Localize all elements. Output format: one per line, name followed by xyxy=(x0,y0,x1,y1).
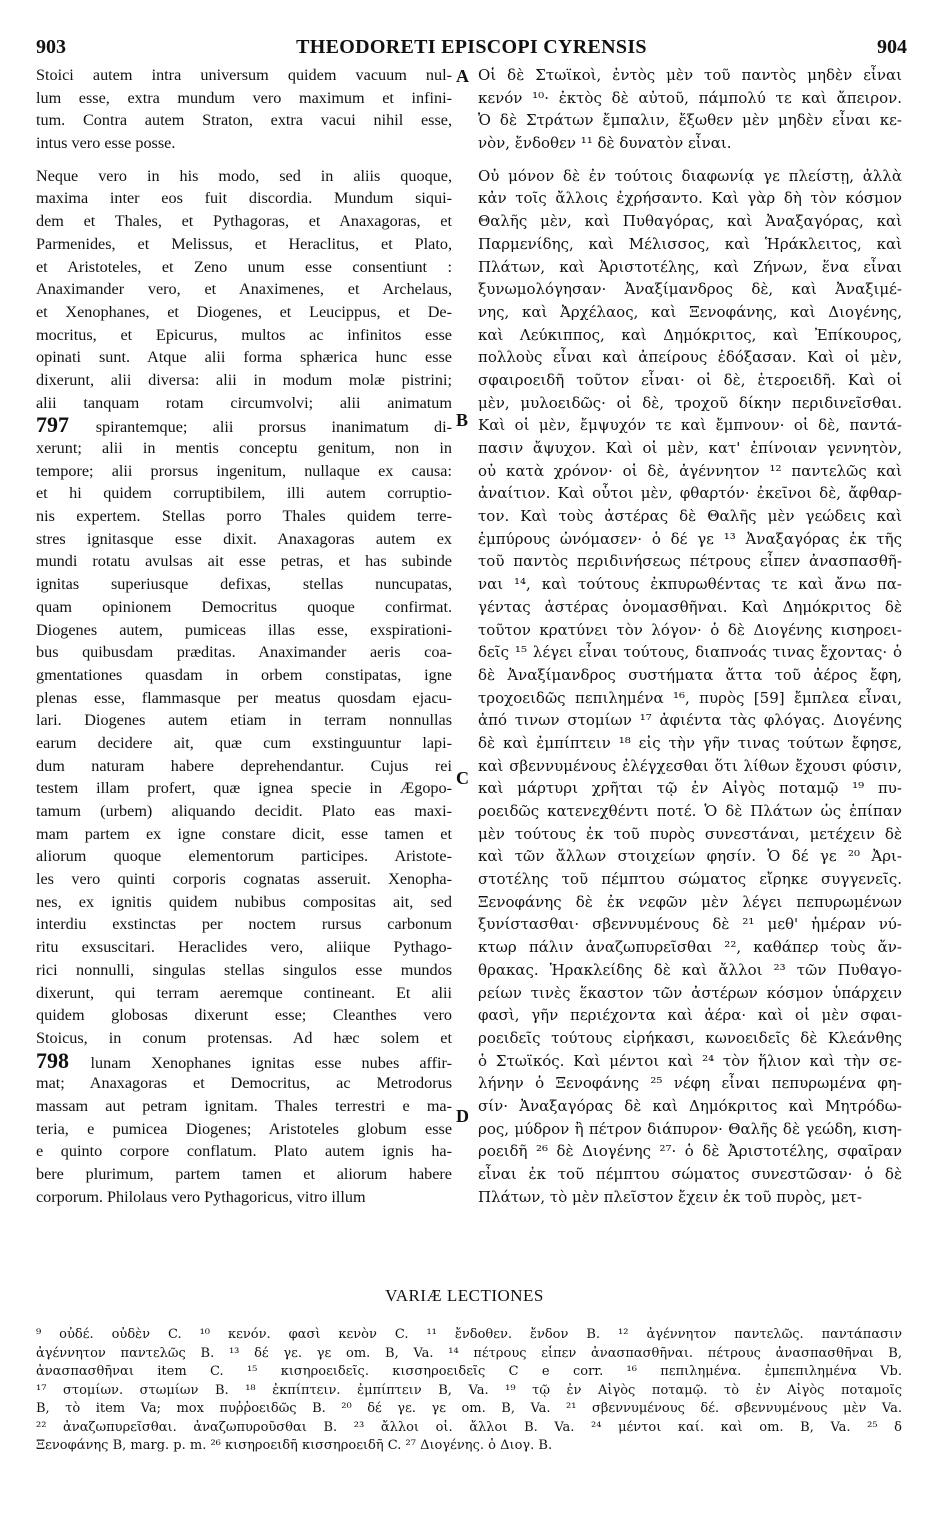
text-line: alii tanquam rotam circumvolvi; alii animatum xyxy=(36,393,452,412)
text-line: Ὁ δὲ Στράτων ἔμπαλιν, ἔξωθεν μὲν μηδὲν εἶναι κε- xyxy=(478,111,902,130)
text-line: Παρμενίδης, καὶ Μέλισσος, καὶ Ἡράκλειτος, καὶ xyxy=(478,234,902,253)
line-text: lunam Xenophanes ignitas esse nubes affir- xyxy=(90,1053,452,1072)
running-header xyxy=(36,36,907,66)
text-line: mocritus, et Epicurus, multos ac infinitos esse xyxy=(36,325,452,344)
text-line: Πλάτων, τὸ μὲν πλεῖστον ἔχειν ἐκ τοῦ πυρὸς, μετ- xyxy=(478,1187,862,1206)
text-line: θρακας. Ἡρακλείδης δὲ καὶ ἄλλοι ²³ τῶν Πυθαγο- xyxy=(478,960,902,979)
text-line: κτωρ πάλιν ἀναζωπυρεῖσθαι ²², καθάπερ τοὺς ἄν- xyxy=(478,938,902,957)
latin-column xyxy=(36,64,452,1208)
text-line: intus vero esse posse. xyxy=(36,134,176,153)
paragraph-break xyxy=(478,155,902,165)
text-line: Θαλῆς μὲν, καὶ Πυθαγόρας, καὶ Ἀναξαγόρας, καὶ xyxy=(478,212,902,231)
text-line: bus quibusdam præditas. Anaximander aeris coa- xyxy=(36,643,452,662)
text-line: καὶ σβεννυμένους ἐλέγχεσθαι ὅτι λίθων ἔχουσι φύσιν, xyxy=(478,756,902,775)
text-line: quam opinionem Democritus quoque confirmat. xyxy=(36,597,452,616)
text-line: εἶναι ἐκ τοῦ πέμπτου σώματος συνεστῶσαν· ὁ δὲ xyxy=(478,1165,902,1183)
text-line: tum. Contra autem Straton, extra vacui nihil esse, xyxy=(36,111,452,130)
text-line: mundi rotatu avulsas ait esse petras, et has subinde xyxy=(36,552,452,571)
text-line: δεῖς ¹⁵ λέγει εἶναι τούτους, διαπνοάς τινας ἔχοντας· ὁ xyxy=(478,643,902,662)
text-line: ignitas superiusque defixas, stellas nuncupatas, xyxy=(36,575,452,594)
text-line: teria, e pumicea Diogenes; Aristoteles globum esse xyxy=(36,1119,452,1138)
text-line: xerunt; alii in mentis conceptu genitum, non in xyxy=(36,439,452,457)
variant-reading-line: ⁹ οὐδέ. οὐδὲν C. ¹⁰ κενόν. φασὶ κενὸν C. ¹¹ ἔνδοθεν. ἔνδον B. ¹² ἀγέννητον παντελῶς. παντάπασιν xyxy=(36,1327,902,1342)
section-marker-c: C xyxy=(456,768,469,788)
section-marker-b: B xyxy=(456,410,469,430)
right-column-number: 904 xyxy=(877,36,907,58)
text-line: Πλάτων, καὶ Ἀριστοτέλης, καὶ Ζήνων, ἕνα εἶναι xyxy=(478,257,902,276)
text-line: μὲν τούτους ἐκ τοῦ πυρὸς συνεστάναι, μετέχειν δὲ xyxy=(478,824,902,843)
text-line: earum decidere ait, quæ cum exstinguuntur lapi- xyxy=(36,733,452,752)
text-line xyxy=(36,1050,452,1073)
text-line: massam aut petram ignitam. Thales terrestri e ma- xyxy=(36,1096,452,1115)
text-line: ἀναίτιον. Καὶ οὗτοι μὲν, φθαρτόν· ἐκεῖνοι δὲ, ἄφθαρ- xyxy=(478,484,902,503)
text-line: tempore; alii prorsus ingenitum, nullaque ex causa: xyxy=(36,461,452,480)
text-line: δὲ καὶ ἐμπίπτειν ¹⁸ εἰς τὴν γῆν τινας τούτων ἔφησε, xyxy=(478,733,902,752)
text-line: ναι ¹⁴, καὶ τούτους ἐκπυρωθέντας τε καὶ ἄνω πα- xyxy=(478,575,902,594)
text-line: stres ignitasque esse dixit. Anaxagoras autem ex xyxy=(36,529,452,548)
text-line: κἀν τοῖς ἄλλοις ἐχρήσαντο. Καὶ γὰρ δὴ τὸν κόσμον xyxy=(478,189,902,208)
text-line: ρείων τινὲς ἕκαστον τῶν ἀστέρων κόσμον ὑπάρχειν xyxy=(478,983,902,1002)
text-line: Οὐ μόνον δὲ ἐν τούτοις διαφωνίᾳ γε πλείστῃ, ἀλλὰ xyxy=(478,166,902,185)
text-line: aliorum quoque elementorum participes. Aristote- xyxy=(36,847,452,866)
text-line: ξυνίστασθαι· σβεννυμένους δὲ ²¹ μεθ' ἡμέραν νύ- xyxy=(478,915,902,934)
text-line: ὁ Στωϊκός. Καὶ μέντοι καὶ ²⁴ τὸν ἥλιον καὶ τὴν σε- xyxy=(478,1051,902,1070)
text-line xyxy=(36,414,452,437)
text-line: gmentationes quasdam in orbem constipatas, igne xyxy=(36,665,452,684)
text-line: καὶ Λεύκιππος, καὶ Δημόκριτος, καὶ Ἐπίκουρος, xyxy=(478,325,902,344)
variant-reading-line: ²² ἀναζωπυρεῖσθαι. ἀναζωπυροῦσθαι B. ²³ ἄλλοι οἱ. ἄλλοι B. Va. ²⁴ μέντοι καί. καὶ om. B, Va. ²⁵ δ xyxy=(36,1419,902,1435)
text-line: Neque vero in his modo, sed in aliis quoque, xyxy=(36,166,452,185)
text-line: dixerunt, qui terram aeremque contineant. Et alii xyxy=(36,983,452,1002)
text-line: πολλοὺς εἶναι καὶ ἀπείρους ἐδόξασαν. Καὶ οἱ μὲν, xyxy=(478,348,902,367)
text-line: ritu exsuscitari. Heraclides vero, aliique Pythago- xyxy=(36,938,452,957)
text-line: τροχοειδῶς πεπιλημένα ¹⁶, πυρὸς [59] ἔμπλεα εἶναι, xyxy=(478,688,902,707)
text-line: τοῦτον κρατύνει τὸν λόγον· ὁ δὲ Διογένης κισηροει- xyxy=(478,620,902,639)
text-line: nis expertem. Stellas porro Thales quidem terre- xyxy=(36,507,452,526)
marginal-column-number: 797 xyxy=(36,414,96,437)
text-line: κενόν ¹⁰· ἐκτὸς δὲ αὐτοῦ, πάμπολύ τε καὶ ἄπειρον. xyxy=(478,88,902,107)
text-line: plenas esse, flammasque per meatus quosdam ejacu- xyxy=(36,688,452,707)
text-line: ρος, μύδρον ἢ πέτρον διάπυρον· Θαλῆς δὲ γεώδη, κιση- xyxy=(478,1119,902,1138)
text-line: et Aristoteles, et Zeno unum esse consentiunt : xyxy=(36,257,452,276)
text-line: dem et Thales, et Pythagoras, et Anaxagoras, et xyxy=(36,212,452,231)
text-line: στοτέλης τοῦ πέμπτου σώματος εἴρηκε συγγενεῖς. xyxy=(478,870,902,889)
text-line: dum naturam habere deprehendantur. Cujus rei xyxy=(36,756,452,775)
text-line: τοῦ παντὸς περιδινήσεως πέτρους εἶπεν ἀνασπασθῆ- xyxy=(478,552,902,571)
text-line: ροειδῆ ²⁶ δὲ Διογένης ²⁷· ὁ δὲ Ἀριστοτέλης, σφαῖραν xyxy=(478,1142,902,1161)
text-line: Stoici autem intra universum quidem vacuum nul- xyxy=(36,66,452,84)
variae-lectiones-title: VARIÆ LECTIONES xyxy=(385,1286,544,1305)
text-line: μὲν, μυλοειδῶς· οἱ δὲ, τροχοῦ δίκην περιδινεῖσθαι. xyxy=(478,393,902,412)
text-line: rici nonnulli, singulas stellas singulos esse mundos xyxy=(36,960,452,979)
text-line: ξυνωμολόγησαν· Ἀναξίμανδρος δὲ, καὶ Ἀναξιμέ- xyxy=(478,280,902,299)
text-line: σίν· Ἀναξαγόρας δὲ καὶ Δημόκριτος καὶ Μητρόδω- xyxy=(478,1096,902,1115)
text-line: Καὶ οἱ μὲν, ἔμψυχόν τε καὶ ἔμπνουν· οἱ δὲ, παντά- xyxy=(478,416,902,435)
paragraph-break xyxy=(36,155,452,165)
text-line: Anaximander vero, et Anaximenes, et Archelaus, xyxy=(36,280,452,299)
variant-reading-line: B, τὸ item Va; mox πυῤῥοειδῶς B. ²⁰ δέ γε. γε om. B, Va. ²¹ σβεννυμένους δέ. σβεννυμένους μὲν Va. xyxy=(36,1401,902,1416)
text-line: corporum. Philolaus vero Pythagoricus, vitro illum xyxy=(36,1187,366,1206)
text-line: e quinto corpore conflatum. Plato autem ignis ha- xyxy=(36,1142,452,1161)
text-line: τον. Καὶ τοὺς ἀστέρας δὲ Θαλῆς μὲν γεώδεις καὶ xyxy=(478,507,902,526)
text-line: Parmenides, et Melissus, et Heraclitus, et Plato, xyxy=(36,234,452,253)
section-marker-d: D xyxy=(456,1106,469,1126)
text-line: les vero quinti corporis cognatas asseruit. Xenopha- xyxy=(36,870,452,889)
greek-column xyxy=(478,64,902,1208)
text-line: σφαιροειδῆ τοῦτον εἶναι· οἱ δὲ, ἑτεροειδῆ. Καὶ οἱ xyxy=(478,370,902,389)
left-column-number: 903 xyxy=(36,36,66,58)
running-title: THEODORETI EPISCOPI CYRENSIS xyxy=(296,36,647,58)
variant-reading-line: Ξενοφάνης B, marg. p. m. ²⁶ κισηροειδῆ κισσηροειδῆ C. ²⁷ Διογένης. ὁ Διογ. B. xyxy=(36,1438,553,1453)
text-line: testem illam profert, quæ ignea specie in Ægopo- xyxy=(36,779,452,798)
text-line: φασὶ, γῆν περιέχοντα καὶ ἀέρα· καὶ οἱ μὲν σφαι- xyxy=(478,1006,902,1025)
marginal-column-number: 798 xyxy=(36,1049,91,1073)
text-line: Οἱ δὲ Στωϊκοὶ, ἐντὸς μὲν τοῦ παντὸς μηδὲν εἶναι xyxy=(478,66,902,84)
text-line: lum esse, extra mundum vero maximum et infini- xyxy=(36,88,452,107)
text-line: et hi quidem corruptibilem, illi autem corruptio- xyxy=(36,484,452,503)
text-line: καὶ τῶν ἄλλων στοιχείων φησίν. Ὁ δέ γε ²⁰ Ἀρι- xyxy=(478,847,902,866)
text-line: οὐ κατὰ χρόνον· οἱ δὲ, ἀγέννητον ¹² παντελῶς καὶ xyxy=(478,461,902,480)
text-line: et Xenophanes, et Diogenes, et Leucippus, et De- xyxy=(36,302,452,321)
text-line: δὲ Ἀναξίμανδρος συστήματα ἄττα τοῦ ἀέρος ἔφη, xyxy=(478,665,902,684)
text-line: tamum (urbem) aliquando decidit. Plato eas maxi- xyxy=(36,802,452,820)
text-line: mam partem ex igne constare dicit, esse tamen et xyxy=(36,824,452,843)
text-line: Stoicus, in conum protensas. Ad hæc solem et xyxy=(36,1028,452,1047)
text-line: mat; Anaxagoras et Democritus, ac Metrodorus xyxy=(36,1074,452,1093)
variant-reading-line: ἀγέννητον παντελῶς B. ¹³ δέ γε. γε om. B, Va. ¹⁴ πέτρους εἶπεν ἀνασπασθῆναι. πέτρους ἀνασπασθῆναι B, xyxy=(36,1345,902,1361)
text-line: maxima inter eos fuit discordia. Mundum siqui- xyxy=(36,189,452,208)
text-line: νὸν, ἔνδοθεν ¹¹ δὲ δυνατὸν εἶναι. xyxy=(478,134,732,153)
text-line: γέντας ἀστέρας ὀνομασθῆναι. Καὶ Δημόκριτος δὲ xyxy=(478,597,902,616)
text-line: interdiu exstinctas per noctem rursus carbonum xyxy=(36,915,452,934)
text-line: πασιν ἄψυχον. Καὶ οἱ μὲν, κατ' ἐπίνοιαν γεννητὸν, xyxy=(478,439,902,457)
text-line: Ξενοφάνης δὲ ἐκ νεφῶν μὲν λέγει πεπυρωμένων xyxy=(478,892,902,911)
text-line: λήνην ὁ Ξενοφάνης ²⁵ νέφη εἶναι πεπυρωμένα φη- xyxy=(478,1074,902,1093)
text-line: ροειδῶς κατενεχθέντι ποτέ. Ὁ δὲ Πλάτων ὡς ἐπίπαν xyxy=(478,802,902,820)
text-line: quidem globosas dixerunt esse; Cleanthes vero xyxy=(36,1006,452,1025)
variae-lectiones-notes xyxy=(36,1326,902,1456)
text-line: ροειδεῖς τούτους εἰρήκασι, κωνοειδεῖς δὲ Κλεάνθης xyxy=(478,1028,902,1047)
text-line: nes, ex ignitis quidem nubibus compositas ait, sed xyxy=(36,892,452,911)
text-line: dixerunt, alii diversa: alii in modum molæ pistrini; xyxy=(36,370,452,389)
text-line: Diogenes autem, pumiceas illas esse, exspirationi- xyxy=(36,620,452,639)
text-line: bere plurimum, partem tamen et aliorum habere xyxy=(36,1165,452,1183)
text-line: καὶ μάρτυρι χρῆται τῷ ἐν Αἰγὸς ποταμῷ ¹⁹ πυ- xyxy=(478,779,902,798)
text-line: ἐμπύρους ὠνόμασεν· ὁ δέ γε ¹³ Ἀναξαγόρας ἐκ τῆς xyxy=(478,529,902,548)
variant-reading-line: ἀνασπασθῆναι item C. ¹⁵ κισηροειδεῖς. κισσηροειδεῖς C e corr. ¹⁶ πεπιλημένα. ἐμπεπιλημένα Vb. xyxy=(36,1364,902,1379)
variant-reading-line: ¹⁷ στομίων. στωμίων B. ¹⁸ ἐκπίπτειν. ἐμπίπτειν B, Va. ¹⁹ τῷ ἐν Αἰγὸς ποταμῷ. τὸ ἐν Αἰγὸς ποταμοῖς xyxy=(36,1382,902,1398)
text-line: νης, καὶ Ἀρχέλαος, καὶ Ξενοφάνης, καὶ Διογένης, xyxy=(478,302,902,321)
line-text: spirantemque; alii prorsus inanimatum di- xyxy=(95,418,452,437)
text-line: ἀπό τινων στομίων ¹⁷ ἀφιέντα τὰς φλόγας. Διογένης xyxy=(478,711,902,730)
text-line: lari. Diogenes autem etiam in terram nonnullas xyxy=(36,711,452,730)
text-line: opinati sunt. Atque alii forma sphærica hunc esse xyxy=(36,348,452,367)
section-marker-a: A xyxy=(456,66,469,86)
